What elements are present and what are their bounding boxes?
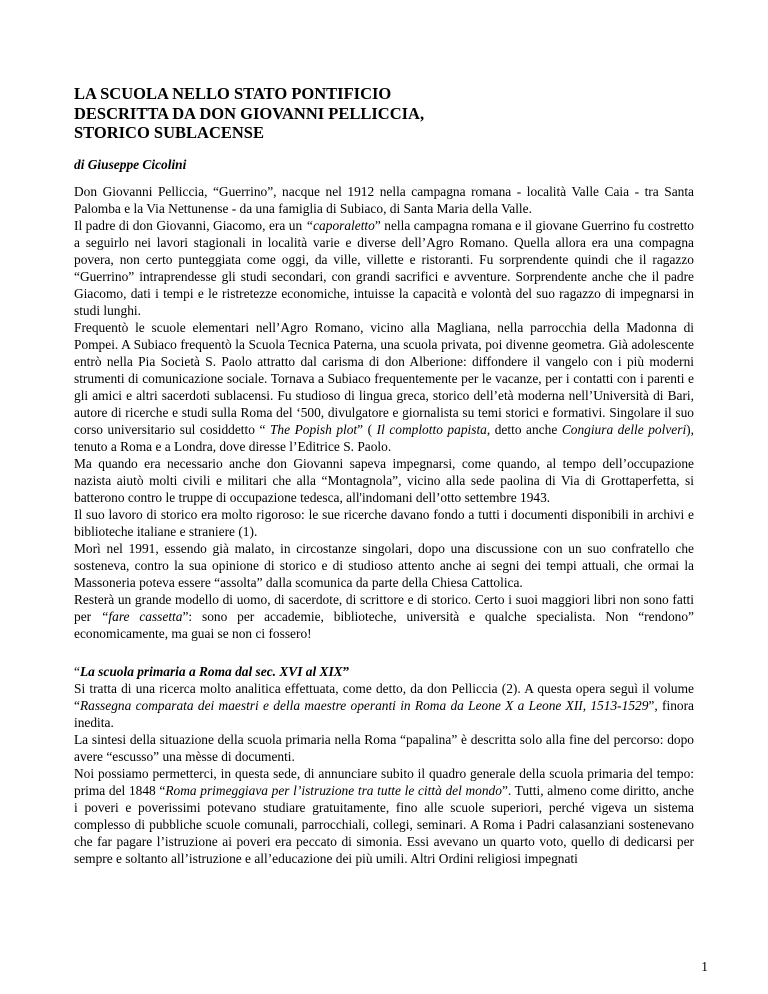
title-line-2: DESCRITTA DA DON GIOVANNI PELLICCIA, xyxy=(74,103,425,123)
author-byline: di Giuseppe Cicolini xyxy=(74,157,187,172)
paragraph: La sintesi della situazione della scuola primaria nella Roma “papalina” è descritta solo alla fine del percorso: dopo avere “escusso” una mèsse di documenti. xyxy=(74,732,694,764)
section-scuola-primaria xyxy=(74,663,694,867)
paragraph: Noi possiamo permetterci, in questa sede, di annunciare subito il quadro generale della scuola primaria del tempo: prima del 1848 “Roma primeggiava per l’istruzione tra tutte le città del mondo”. Tutti, almeno come diritto, anche i poveri e poverissimi potevano studiare gratuitamente, fino alle scuole superiori, perché vigeva un sistema complesso di pubbliche scuole comunali, parrocchiali, collegi, seminari. A Roma i Padri calasanziani sostenevano che far pagare l’istruzione ai poveri era peccato di simonia. Essi avevano un quarto voto, quello di dedicarsi per sempre e soltanto all’istruzione e all’educazione dei più umili. Altri Ordini religiosi impegnati xyxy=(74,766,694,866)
paragraph: Si tratta di una ricerca molto analitica effettuata, come detto, da don Pelliccia (2). A questa opera seguì il volume “Rassegna comparata dei maestri e della maestre operanti in Roma da Leone X a Leone XII, 1513-1529”, finora inedita. xyxy=(74,681,694,730)
page-number: 1 xyxy=(701,959,708,974)
article-title xyxy=(74,84,694,143)
section-biography xyxy=(74,183,694,642)
paragraph: Morì nel 1991, essendo già malato, in circostanze singolari, dopo una discussione con un suo confratello che sosteneva, contro la sua opinione di storico e di studioso attento anche ai segni dei tempi attuali, che ormai la Massoneria poteva essere “assolta” dalla scomunica da parte della Chiesa Cattolica. xyxy=(74,541,694,590)
title-line-1: LA SCUOLA NELLO STATO PONTIFICIO xyxy=(74,84,392,103)
paragraph: Ma quando era necessario anche don Giovanni sapeva impegnarsi, come quando, al tempo dell’occupazione nazista aiutò molti civili e militari che alla “Montagnola”, vicino alla sede paolina di Via di Grottaperfetta, si batterono contro le truppe di occupazione tedesca, all'indomani dell’otto settembre 1943. xyxy=(74,456,694,505)
paragraph: Frequentò le scuole elementari nell’Agro Romano, vicino alla Magliana, nella parrocchia della Madonna di Pompei. A Subiaco frequentò la Scuola Tecnica Paterna, una scuola privata, poi divenne geometra. Già adolescente entrò nella Pia Società S. Paolo attratto dal carisma di don Alberione: diffondere il vangelo con i più moderni strumenti di comunicazione sociale. Tornava a Subiaco frequentemente per le vacanze, per i contatti con i parenti e gli amici e altri sacerdoti sublacensi. Fu studioso di lingua greca, storico dell’età moderna nell’Università di Bari, autore di ricerche e studi sulla Roma del ‘500, divulgatore e giornalista su temi storici e formativi. Singolare il suo corso universitario sul cosiddetto “ The Popish plot” ( Il complotto papista, detto anche Congiura delle polveri), tenuto a Roma e a Londra, dove diresse l’Editrice S. Paolo. xyxy=(74,320,694,454)
paragraph: Il padre di don Giovanni, Giacomo, era un “caporaletto” nella campagna romana e il giovane Guerrino fu costretto a seguirlo nei lavori stagionali in località varie e diverse dell’Agro Romano. Quella allora era una compagna povera, non certo punteggiata come oggi, da ville, villette e ristoranti. Fu sorprendente quindi che il ragazzo “Guerrino” intraprendesse gli studi secondari, con grandi sacrifici e avventure. Sorprendente anche che il padre Giacomo, dati i tempi e le ristretezze economiche, intuisse la capacità e volontà del suo ragazzo di impegnarsi in studi lunghi. xyxy=(74,218,694,318)
paragraph: Don Giovanni Pelliccia, “Guerrino”, nacque nel 1912 nella campagna romana - località Valle Caia - tra Santa Palomba e la Via Nettunense - da una famiglia di Subiaco, di Santa Maria della Valle. xyxy=(74,184,694,216)
paragraph: Il suo lavoro di storico era molto rigoroso: le sue ricerche davano fondo a tutti i documenti disponibili in archivi e biblioteche italiane e straniere (1). xyxy=(74,507,694,539)
paragraph: Resterà un grande modello di uomo, di sacerdote, di scrittore e di storico. Certo i suoi maggiori libri non sono fatti per “fare cassetta”: sono per accademie, biblioteche, università e qualche specialista. Non “rendono” economicamente, ma guai se non ci fossero! xyxy=(74,592,695,641)
section-heading: “La scuola primaria a Roma dal sec. XVI al XIX” xyxy=(74,664,350,679)
title-line-3: STORICO SUBLACENSE xyxy=(74,123,264,142)
